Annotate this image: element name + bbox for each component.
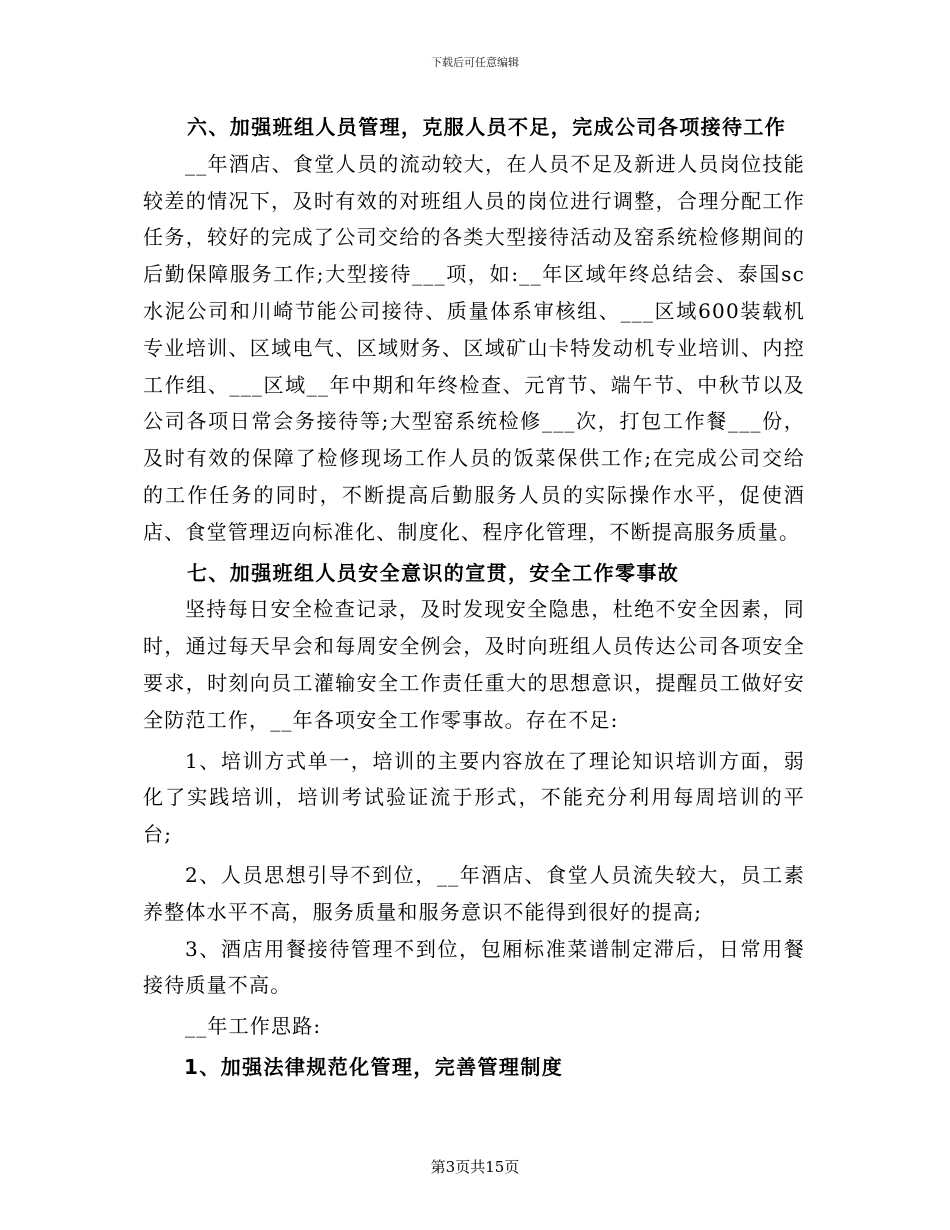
list-item-deficiency-3: 3、酒店用餐接待管理不到位，包厢标准菜谱制定滞后，日常用餐接待质量不高。 [143,936,805,998]
list-item-deficiency-2: 2、人员思想引导不到位，__年酒店、食堂人员流失较大，员工素养整体水平不高，服务质量和服务意识不能得到很好的提高; [143,862,805,924]
document-body [143,109,805,1086]
paragraph-reception-work: __年酒店、食堂人员的流动较大，在人员不足及新进人员岗位技能较差的情况下，及时有效的对班组人员的岗位进行调整，合理分配工作任务，较好的完成了公司交给的各类大型接待活动及窑系统检修期间的后勤保障服务工作;大型接待___项，如:__年区域年终总结会、泰国sc水泥公司和川崎节能公司接待、质量体系审核组、___区域600装载机专业培训、区域电气、区域财务、区域矿山卡特发动机专业培训、内控工作组、___区域__年中期和年终检查、元宵节、端午节、中秋节以及公司各项日常会务接待等;大型窑系统检修___次，打包工作餐___份，及时有效的保障了检修现场工作人员的饭菜保供工作;在完成公司交给的工作任务的同时，不断提高后勤服务人员的实际操作水平，促使酒店、食堂管理迈向标准化、制度化、程序化管理，不断提高服务质量。 [143,151,805,544]
header-note: 下载后可任意编辑 [431,56,519,69]
section-heading-six: 六、加强班组人员管理，克服人员不足，完成公司各项接待工作 [187,115,787,139]
paragraph-safety: 坚持每日安全检查记录，及时发现安全隐患，杜绝不安全因素，同时，通过每天早会和每周安全例会，及时向班组人员传达公司各项安全要求，时刻向员工灌输安全工作责任重大的思想意识，提醒员工做好安全防范工作，__年各项安全工作零事故。存在不足: [143,597,805,732]
paragraph-work-ideas: __年工作思路: [185,1014,322,1039]
section-heading-seven: 七、加强班组人员安全意识的宣贯，安全工作零事故 [187,560,680,585]
list-item-deficiency-1: 1、培训方式单一，培训的主要内容放在了理论知识培训方面，弱化了实践培训，培训考试验证流于形式，不能充分利用每周培训的平台; [143,748,805,847]
page-number-footer: 第3页共15页 [430,1158,520,1176]
subheading-legal-management: 1、加强法律规范化管理，完善管理制度 [184,1054,564,1079]
